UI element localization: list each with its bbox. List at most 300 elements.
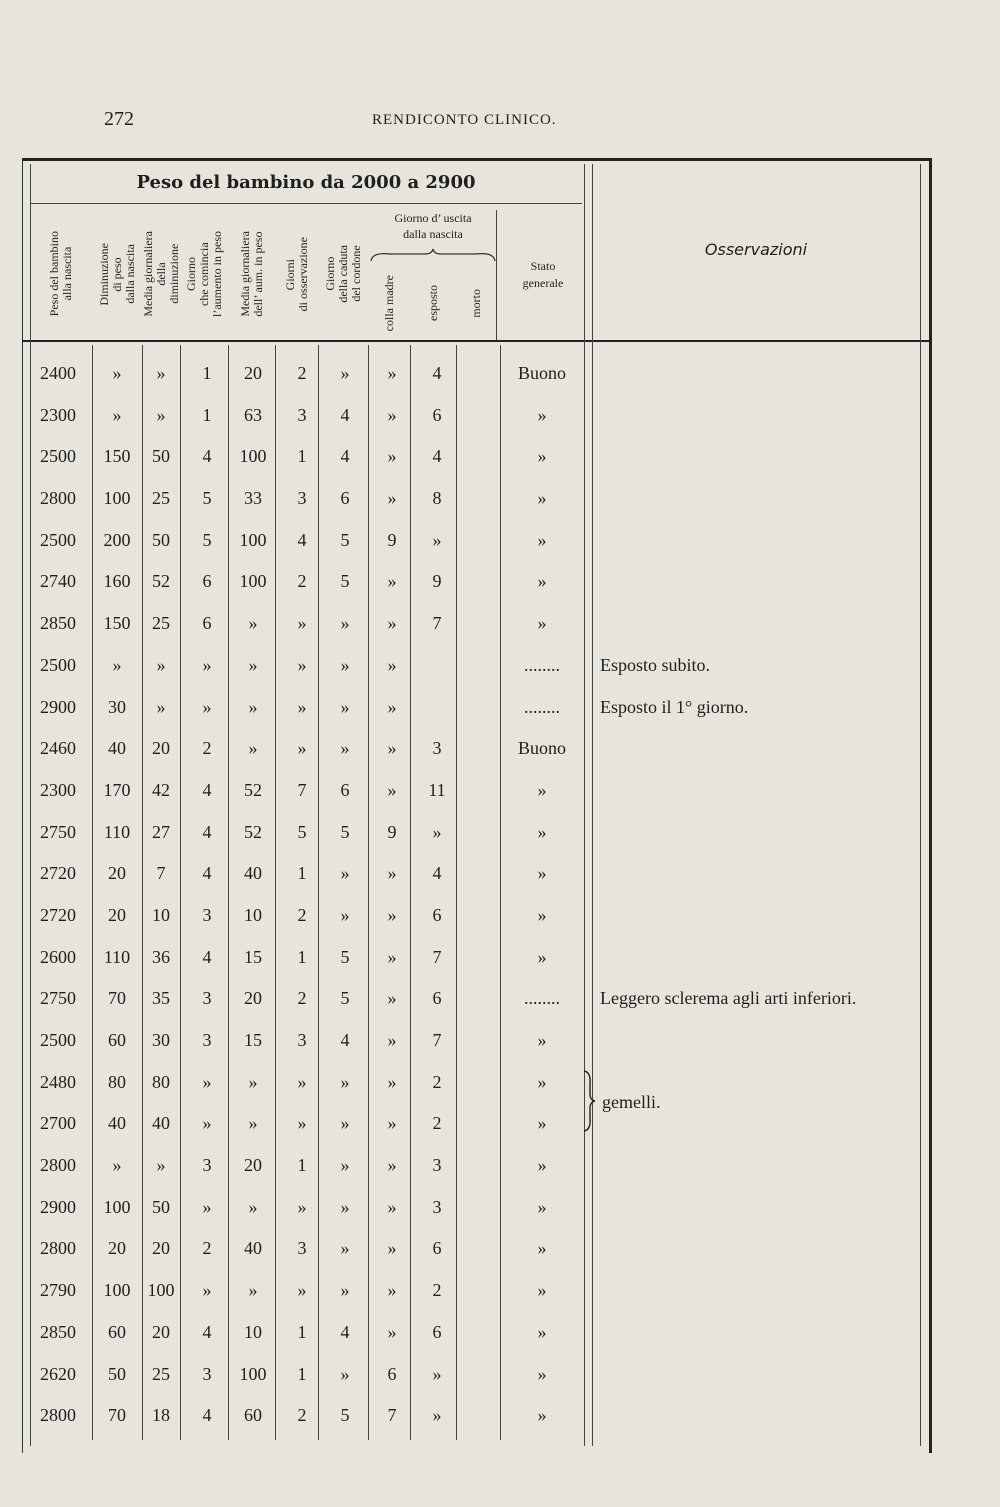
cell-giorno-aumento: 3 xyxy=(202,988,212,1009)
cell-esposto: 3 xyxy=(432,1196,442,1217)
cell-media-aumento: » xyxy=(248,1196,258,1217)
cell-colla-madre: 6 xyxy=(387,1363,397,1384)
cell-giorni-osservazione: » xyxy=(297,654,307,675)
col-head-esposto: esposto xyxy=(425,285,440,321)
cell-stato-generale: Buono xyxy=(517,363,566,383)
cell-giorno-aumento: 5 xyxy=(202,488,212,509)
cell-esposto: 6 xyxy=(432,904,442,925)
cell-media-diminuzione: 25 xyxy=(152,1363,170,1384)
table-row xyxy=(22,689,928,731)
cell-giorno-aumento: 2 xyxy=(202,1238,212,1259)
cell-stato-generale: » xyxy=(537,821,547,842)
cell-media-diminuzione: 80 xyxy=(152,1071,170,1092)
cell-peso: 2790 xyxy=(40,1280,76,1301)
cell-giorni-osservazione: 3 xyxy=(297,1030,307,1050)
cell-colla-madre: » xyxy=(387,1155,397,1176)
cell-peso: 2740 xyxy=(40,571,76,592)
cell-giorni-osservazione: 2 xyxy=(297,1405,307,1426)
cell-diminuzione: 170 xyxy=(103,779,131,800)
cell-media-diminuzione: 10 xyxy=(152,904,170,925)
cell-caduta-cordone: » xyxy=(340,363,350,383)
cell-giorni-osservazione: 2 xyxy=(297,904,307,925)
cell-giorni-osservazione: 7 xyxy=(297,779,307,800)
cell-peso: 2800 xyxy=(40,488,76,509)
cell-giorni-osservazione: 1 xyxy=(297,1155,307,1176)
cell-giorni-osservazione: 1 xyxy=(297,946,307,967)
col-head-giorno-aumento: Giorno che comincia l’aumento in peso xyxy=(183,231,224,317)
cell-diminuzione: 70 xyxy=(108,1405,126,1426)
table-row xyxy=(22,980,928,1022)
cell-peso: 2500 xyxy=(40,529,76,550)
cell-peso: 2720 xyxy=(40,904,76,925)
cell-giorno-aumento: 5 xyxy=(202,529,212,550)
cell-giorno-aumento: 3 xyxy=(202,904,212,925)
cell-stato-generale: » xyxy=(537,1321,547,1342)
cell-media-aumento: 15 xyxy=(244,946,262,967)
cell-stato-generale: Buono xyxy=(517,738,566,759)
cell-media-aumento: 10 xyxy=(244,1321,262,1342)
cell-colla-madre: » xyxy=(387,1030,397,1050)
cell-peso: 2500 xyxy=(40,1030,76,1050)
cell-media-diminuzione: 36 xyxy=(152,946,170,967)
cell-esposto: 7 xyxy=(432,946,442,967)
cell-peso: 2720 xyxy=(40,863,76,884)
table-row xyxy=(22,438,928,480)
cell-giorni-osservazione: 4 xyxy=(297,529,307,550)
col-head-colla-madre: colla madre xyxy=(381,274,396,332)
cell-media-aumento: » xyxy=(248,613,258,634)
cell-diminuzione: 110 xyxy=(103,821,131,842)
cell-media-diminuzione: 42 xyxy=(152,779,170,800)
cell-giorni-osservazione: » xyxy=(297,1280,307,1301)
table-row xyxy=(22,1314,928,1356)
cell-giorno-aumento: 4 xyxy=(202,946,212,967)
cell-esposto: 4 xyxy=(432,863,442,884)
page-number: 272 xyxy=(104,108,134,130)
cell-diminuzione: 40 xyxy=(108,1113,126,1134)
cell-giorno-aumento: 4 xyxy=(202,446,212,467)
cell-colla-madre: » xyxy=(387,488,397,509)
cell-giorno-aumento: » xyxy=(202,1113,212,1134)
cell-media-aumento: » xyxy=(248,1071,258,1092)
table-row xyxy=(22,1022,928,1064)
cell-esposto: 2 xyxy=(432,1113,442,1134)
gemelli-note: gemelli. xyxy=(602,1092,661,1112)
cell-giorno-aumento: 4 xyxy=(202,779,212,800)
cell-caduta-cordone: 5 xyxy=(340,571,350,592)
cell-giorni-osservazione: 1 xyxy=(297,1363,307,1384)
page-header xyxy=(0,108,1000,138)
cell-giorni-osservazione: 3 xyxy=(297,1238,307,1259)
cell-diminuzione: 160 xyxy=(103,571,131,592)
cell-media-diminuzione: » xyxy=(156,363,166,383)
cell-diminuzione: 100 xyxy=(103,1196,131,1217)
cell-peso: 2400 xyxy=(40,363,76,383)
cell-stato-generale: » xyxy=(537,1363,547,1384)
cell-media-aumento: 10 xyxy=(244,904,262,925)
cell-media-diminuzione: 50 xyxy=(152,1196,170,1217)
cell-caduta-cordone: » xyxy=(340,613,350,634)
cell-media-diminuzione: 35 xyxy=(152,988,170,1009)
cell-diminuzione: » xyxy=(112,363,122,383)
col-head-media-aumento: Media giornaliera dell’ aum. in peso xyxy=(237,231,265,317)
cell-caduta-cordone: » xyxy=(340,696,350,717)
cell-media-aumento: » xyxy=(248,738,258,759)
cell-media-diminuzione: 50 xyxy=(152,529,170,550)
cell-caduta-cordone: » xyxy=(340,738,350,759)
cell-caduta-cordone: » xyxy=(340,904,350,925)
cell-esposto: 6 xyxy=(432,1321,442,1342)
cell-colla-madre: » xyxy=(387,863,397,884)
cell-caduta-cordone: » xyxy=(340,1155,350,1176)
cell-colla-madre: 9 xyxy=(387,529,397,550)
cell-colla-madre: » xyxy=(387,738,397,759)
cell-diminuzione: » xyxy=(112,1155,122,1176)
col-head-peso: Peso del bambino alla nascita xyxy=(47,231,74,317)
cell-giorno-aumento: 3 xyxy=(202,1155,212,1176)
cell-caduta-cordone: » xyxy=(340,1071,350,1092)
cell-esposto: 4 xyxy=(432,446,442,467)
cell-stato-generale: ........ xyxy=(524,988,560,1009)
cell-peso: 2800 xyxy=(40,1238,76,1259)
table-row xyxy=(22,814,928,856)
cell-caduta-cordone: 4 xyxy=(340,1030,350,1050)
cell-caduta-cordone: » xyxy=(340,1113,350,1134)
cell-media-aumento: » xyxy=(248,1113,258,1134)
cell-media-diminuzione: 27 xyxy=(152,821,170,842)
cell-peso: 2900 xyxy=(40,1196,76,1217)
cell-colla-madre: » xyxy=(387,1280,397,1301)
cell-giorno-aumento: 4 xyxy=(202,821,212,842)
cell-stato-generale: » xyxy=(537,1280,547,1301)
cell-giorni-osservazione: » xyxy=(297,1196,307,1217)
cell-caduta-cordone: » xyxy=(340,1196,350,1217)
cell-diminuzione: 20 xyxy=(108,863,126,884)
cell-giorno-aumento: 4 xyxy=(202,863,212,884)
table-row xyxy=(22,480,928,522)
cell-giorni-osservazione: » xyxy=(297,1071,307,1092)
cell-esposto: 8 xyxy=(432,488,442,509)
cell-giorni-osservazione: 1 xyxy=(297,863,307,884)
cell-peso: 2300 xyxy=(40,779,76,800)
cell-esposto: 6 xyxy=(432,988,442,1009)
cell-stato-generale: ........ xyxy=(524,654,560,675)
cell-media-aumento: 33 xyxy=(244,488,262,509)
cell-colla-madre: » xyxy=(387,904,397,925)
table-row xyxy=(22,1105,928,1147)
gemelli-brace xyxy=(582,1070,596,1132)
table-row xyxy=(22,1356,928,1398)
cell-osservazioni: Esposto subito. xyxy=(600,654,711,675)
cell-stato-generale: » xyxy=(537,946,547,967)
group-title: Peso del bambino da 2000 a 2900 xyxy=(136,172,476,193)
cell-diminuzione: 60 xyxy=(108,1321,126,1342)
cell-media-diminuzione: 40 xyxy=(152,1113,170,1134)
cell-peso: 2500 xyxy=(40,446,76,467)
cell-caduta-cordone: » xyxy=(340,1280,350,1301)
cell-media-diminuzione: 18 xyxy=(152,1405,170,1426)
cell-giorni-osservazione: 2 xyxy=(297,988,307,1009)
cell-giorno-aumento: 3 xyxy=(202,1030,212,1050)
cell-stato-generale: » xyxy=(537,863,547,884)
table-body xyxy=(22,355,928,1439)
cell-diminuzione: 50 xyxy=(108,1363,126,1384)
running-title: RENDICONTO CLINICO. xyxy=(372,112,557,128)
cell-caduta-cordone: 4 xyxy=(340,1321,350,1342)
cell-diminuzione: 110 xyxy=(103,946,131,967)
cell-esposto: 2 xyxy=(432,1071,442,1092)
cell-caduta-cordone: » xyxy=(340,654,350,675)
table-row xyxy=(22,522,928,564)
cell-caduta-cordone: 6 xyxy=(340,779,350,800)
cell-media-aumento: 40 xyxy=(244,1238,262,1259)
cell-esposto: 7 xyxy=(432,613,442,634)
cell-media-aumento: 100 xyxy=(239,446,267,467)
table-row xyxy=(22,1397,928,1439)
cell-giorno-aumento: 2 xyxy=(202,738,212,759)
table-row xyxy=(22,355,928,397)
cell-peso: 2800 xyxy=(40,1405,76,1426)
cell-esposto: 7 xyxy=(432,1030,442,1050)
cell-giorno-aumento: 6 xyxy=(202,571,212,592)
col-head-osservazioni: Osservazioni xyxy=(704,240,808,259)
cell-giorno-aumento: 4 xyxy=(202,1321,212,1342)
table-row xyxy=(22,897,928,939)
cell-media-aumento: 100 xyxy=(239,1363,267,1384)
cell-diminuzione: 150 xyxy=(103,613,131,634)
cell-stato-generale: » xyxy=(537,613,547,634)
cell-diminuzione: 30 xyxy=(108,696,126,717)
cell-giorno-aumento: » xyxy=(202,1280,212,1301)
cell-giorni-osservazione: 2 xyxy=(297,571,307,592)
cell-media-diminuzione: 7 xyxy=(156,863,166,884)
cell-media-aumento: » xyxy=(248,696,258,717)
cell-colla-madre: » xyxy=(387,446,397,467)
cell-media-aumento: 63 xyxy=(244,404,262,425)
cell-peso: 2300 xyxy=(40,404,76,425)
cell-stato-generale: » xyxy=(537,1405,547,1426)
cell-colla-madre: 9 xyxy=(387,821,397,842)
cell-media-diminuzione: 20 xyxy=(152,1321,170,1342)
cell-media-aumento: 15 xyxy=(244,1030,262,1050)
cell-caduta-cordone: » xyxy=(340,1238,350,1259)
cell-esposto: 6 xyxy=(432,404,442,425)
cell-diminuzione: » xyxy=(112,654,122,675)
cell-media-diminuzione: 30 xyxy=(152,1030,170,1050)
cell-diminuzione: 20 xyxy=(108,1238,126,1259)
cell-stato-generale: » xyxy=(537,529,547,550)
cell-colla-madre: » xyxy=(387,654,397,675)
cell-caduta-cordone: 5 xyxy=(340,1405,350,1426)
table-row xyxy=(22,1272,928,1314)
col-head-media-diminuzione: Media giornaliera della diminuzione xyxy=(140,231,181,317)
cell-media-diminuzione: » xyxy=(156,1155,166,1176)
cell-giorni-osservazione: 1 xyxy=(297,1321,307,1342)
cell-giorni-osservazione: » xyxy=(297,1113,307,1134)
cell-media-diminuzione: 20 xyxy=(152,738,170,759)
table-row xyxy=(22,730,928,772)
cell-media-diminuzione: 25 xyxy=(152,488,170,509)
table-row xyxy=(22,563,928,605)
cell-giorno-aumento: 6 xyxy=(202,613,212,634)
cell-giorni-osservazione: 2 xyxy=(297,363,307,383)
cell-caduta-cordone: 6 xyxy=(340,488,350,509)
cell-peso: 2700 xyxy=(40,1113,76,1134)
cell-media-aumento: 20 xyxy=(244,363,262,383)
cell-giorno-aumento: » xyxy=(202,1196,212,1217)
cell-esposto: 2 xyxy=(432,1280,442,1301)
cell-giorno-aumento: 1 xyxy=(202,404,212,425)
cell-esposto: » xyxy=(432,529,442,550)
cell-media-aumento: 52 xyxy=(244,821,262,842)
cell-media-aumento: » xyxy=(248,1280,258,1301)
cell-peso: 2800 xyxy=(40,1155,76,1176)
cell-media-aumento: 20 xyxy=(244,988,262,1009)
cell-diminuzione: 80 xyxy=(108,1071,126,1092)
table-row xyxy=(22,939,928,981)
cell-colla-madre: » xyxy=(387,779,397,800)
cell-esposto: » xyxy=(432,1405,442,1426)
col-head-morto: morto xyxy=(468,288,483,318)
cell-colla-madre: » xyxy=(387,613,397,634)
cell-esposto: 11 xyxy=(428,779,446,800)
cell-peso: 2850 xyxy=(40,613,76,634)
col-head-caduta-cordone: Giorno della caduta del cordone xyxy=(322,245,363,303)
cell-diminuzione: 100 xyxy=(103,488,131,509)
cell-stato-generale: » xyxy=(537,1238,547,1259)
cell-giorno-aumento: » xyxy=(202,696,212,717)
cell-colla-madre: 7 xyxy=(387,1405,397,1426)
cell-diminuzione: 40 xyxy=(108,738,126,759)
cell-giorni-osservazione: 5 xyxy=(297,821,307,842)
col-head-diminuzione: Diminuzione di peso dalla nascita xyxy=(96,242,137,306)
cell-peso: 2600 xyxy=(40,946,76,967)
cell-media-diminuzione: 50 xyxy=(152,446,170,467)
cell-peso: 2750 xyxy=(40,988,76,1009)
cell-peso: 2480 xyxy=(40,1071,76,1092)
cell-osservazioni: Leggero sclerema agli arti inferiori. xyxy=(600,988,857,1009)
cell-stato-generale: » xyxy=(537,404,547,425)
cell-peso: 2900 xyxy=(40,696,76,717)
cell-media-aumento: 40 xyxy=(244,863,262,884)
cell-esposto: » xyxy=(432,821,442,842)
cell-giorni-osservazione: 3 xyxy=(297,488,307,509)
cell-peso: 2460 xyxy=(40,738,76,759)
table-head-rule xyxy=(22,340,930,342)
cell-diminuzione: 100 xyxy=(103,1280,131,1301)
cell-giorni-osservazione: 1 xyxy=(297,446,307,467)
cell-peso: 2620 xyxy=(40,1363,76,1384)
cell-esposto: 4 xyxy=(432,363,442,383)
table-row xyxy=(22,772,928,814)
cell-stato-generale: » xyxy=(537,1196,547,1217)
cell-media-diminuzione: » xyxy=(156,404,166,425)
cell-media-aumento: 20 xyxy=(244,1155,262,1176)
cell-colla-madre: » xyxy=(387,1071,397,1092)
cell-stato-generale: » xyxy=(537,488,547,509)
cell-giorno-aumento: 3 xyxy=(202,1363,212,1384)
cell-colla-madre: » xyxy=(387,571,397,592)
cell-stato-generale: » xyxy=(537,1155,547,1176)
cell-media-aumento: » xyxy=(248,654,258,675)
cell-diminuzione: 60 xyxy=(108,1030,126,1050)
cell-stato-generale: ........ xyxy=(524,696,560,717)
table-row xyxy=(22,1230,928,1272)
cell-stato-generale: » xyxy=(537,904,547,925)
table-row xyxy=(22,855,928,897)
cell-giorni-osservazione: 3 xyxy=(297,404,307,425)
cell-media-aumento: 100 xyxy=(239,571,267,592)
cell-giorno-aumento: 4 xyxy=(202,1405,212,1426)
cell-media-diminuzione: » xyxy=(156,654,166,675)
cell-stato-generale: » xyxy=(537,446,547,467)
cell-diminuzione: 200 xyxy=(103,529,131,550)
cell-stato-generale: » xyxy=(537,1071,547,1092)
cell-giorno-aumento: 1 xyxy=(202,363,212,383)
cell-esposto: » xyxy=(432,1363,442,1384)
cell-caduta-cordone: 5 xyxy=(340,821,350,842)
col-head-giorni-osservazione: Giorni di osservazione xyxy=(282,236,310,312)
group-title-rule xyxy=(30,203,582,204)
cell-caduta-cordone: » xyxy=(340,863,350,884)
cell-diminuzione: » xyxy=(112,404,122,425)
cell-osservazioni: Esposto il 1° giorno. xyxy=(600,696,749,717)
table-row xyxy=(22,605,928,647)
cell-media-diminuzione: 20 xyxy=(152,1238,170,1259)
cell-giorni-osservazione: » xyxy=(297,696,307,717)
cell-stato-generale: » xyxy=(537,1113,547,1134)
cell-media-aumento: 52 xyxy=(244,779,262,800)
cell-caduta-cordone: 4 xyxy=(340,446,350,467)
cell-esposto: 3 xyxy=(432,1155,442,1176)
cell-caduta-cordone: 5 xyxy=(340,946,350,967)
col-head-stato-generale: Stato generale xyxy=(522,259,564,290)
cell-stato-generale: » xyxy=(537,1030,547,1050)
cell-media-aumento: 60 xyxy=(244,1405,262,1426)
cell-peso: 2850 xyxy=(40,1321,76,1342)
cell-colla-madre: » xyxy=(387,1321,397,1342)
cell-esposto: 6 xyxy=(432,1238,442,1259)
cell-colla-madre: » xyxy=(387,363,397,383)
cell-colla-madre: » xyxy=(387,404,397,425)
table-row xyxy=(22,1189,928,1231)
cell-caduta-cordone: 5 xyxy=(340,988,350,1009)
cell-colla-madre: » xyxy=(387,988,397,1009)
cell-media-diminuzione: 100 xyxy=(147,1280,175,1301)
cell-media-aumento: 100 xyxy=(239,529,267,550)
table-row xyxy=(22,647,928,689)
cell-giorno-aumento: » xyxy=(202,1071,212,1092)
cell-media-diminuzione: 52 xyxy=(152,571,170,592)
cell-diminuzione: 70 xyxy=(108,988,126,1009)
cell-peso: 2500 xyxy=(40,654,76,675)
table-row xyxy=(22,1064,928,1106)
cell-esposto: 3 xyxy=(432,738,442,759)
table-row xyxy=(22,397,928,439)
cell-giorno-aumento: » xyxy=(202,654,212,675)
table-row xyxy=(22,1147,928,1189)
cell-colla-madre: » xyxy=(387,1196,397,1217)
cell-stato-generale: » xyxy=(537,779,547,800)
uscita-title: Giorno d’ uscita dalla nascita xyxy=(394,211,472,241)
cell-giorni-osservazione: » xyxy=(297,738,307,759)
cell-esposto: 9 xyxy=(432,571,442,592)
cell-peso: 2750 xyxy=(40,821,76,842)
cell-stato-generale: » xyxy=(537,571,547,592)
cell-colla-madre: » xyxy=(387,696,397,717)
uscita-brace xyxy=(370,248,496,262)
cell-caduta-cordone: » xyxy=(340,1363,350,1384)
